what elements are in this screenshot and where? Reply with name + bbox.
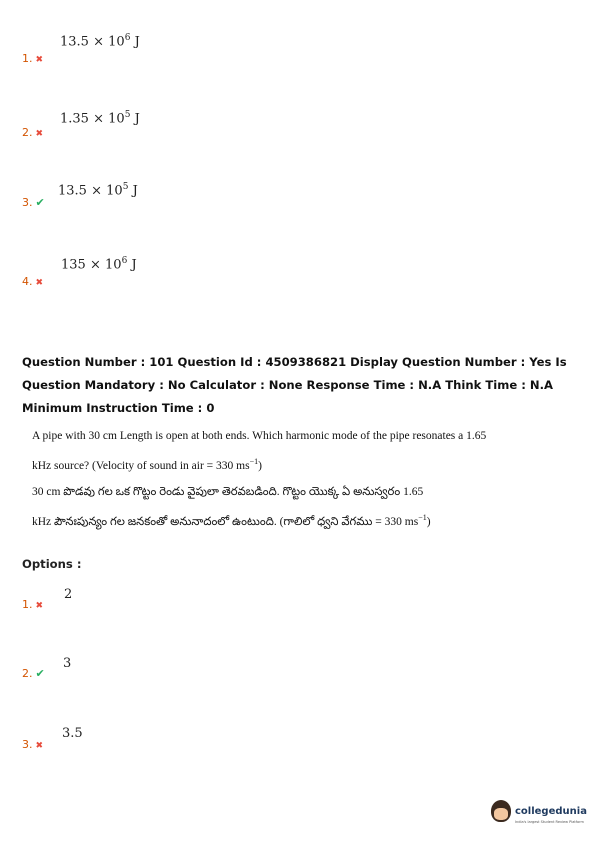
prev-option-1-label: 1. ✖ (22, 52, 44, 65)
check-icon: ✔ (35, 667, 45, 680)
check-icon: ✔ (35, 196, 45, 209)
prev-option-2-value: $1.35 \times 10^5$ J (60, 110, 140, 127)
option-2-label: 2. ✔ (22, 667, 45, 680)
question-text (32, 428, 572, 530)
prev-option-4-label: 4. ✖ (22, 275, 44, 288)
cross-icon: ✖ (35, 741, 44, 751)
logo-tagline: India's largest Student Review Platform (515, 820, 584, 824)
option-3-label: 3. ✖ (22, 738, 44, 751)
option-1-value: 2 (64, 587, 73, 602)
cross-icon: ✖ (35, 55, 44, 65)
prev-option-1-value: $13.5 \times 10^6$ J (60, 33, 140, 50)
question-en-line-2: kHz source? (Velocity of sound in air = 330 $ms^{-1}$) (32, 457, 262, 472)
option-1-label: 1. ✖ (22, 598, 44, 611)
options-label: Options : (22, 557, 82, 571)
cross-icon: ✖ (35, 601, 44, 611)
option-3-value: 3.5 (62, 726, 83, 741)
cross-icon: ✖ (35, 278, 44, 288)
logo-name: collegedunia (515, 805, 587, 817)
option-2-value: 3 (63, 656, 72, 671)
cross-icon: ✖ (35, 129, 44, 139)
prev-option-3-value: $13.5 \times 10^5$ J (58, 182, 138, 199)
question-meta: Question Number : 101 Question Id : 4509386821 Display Question Number : Yes Is Question Mandatory : No Calculator : None Response Time : N.A Think Time : N.A Minimum Instruction Time : 0 (22, 355, 567, 415)
collegedunia-logo (491, 800, 587, 824)
question-en-line-1: A pipe with 30 cm Length is open at both ends. Which harmonic mode of the pipe resonates a 1.65 (32, 430, 487, 442)
mascot-icon (491, 800, 511, 822)
prev-option-4-value: $135 \times 10^6$ J (61, 256, 137, 273)
question-te-line-2: kHz పౌనఃపున్యం గల జనకంతో అనునాదంలో ఉంటుంది. (గాలిలో ధ్వని వేగము = 330 $ms^{-1}$) (32, 512, 431, 528)
prev-option-3-label: 3. ✔ (22, 196, 45, 209)
question-te-line-1: 30 cm పొడవు గల ఒక గొట్టం రెండు వైపులా తెరవబడింది. గొట్టం యొక్క ఏ అనుస్వరం 1.65 (32, 485, 424, 498)
prev-option-2-label: 2. ✖ (22, 126, 44, 139)
